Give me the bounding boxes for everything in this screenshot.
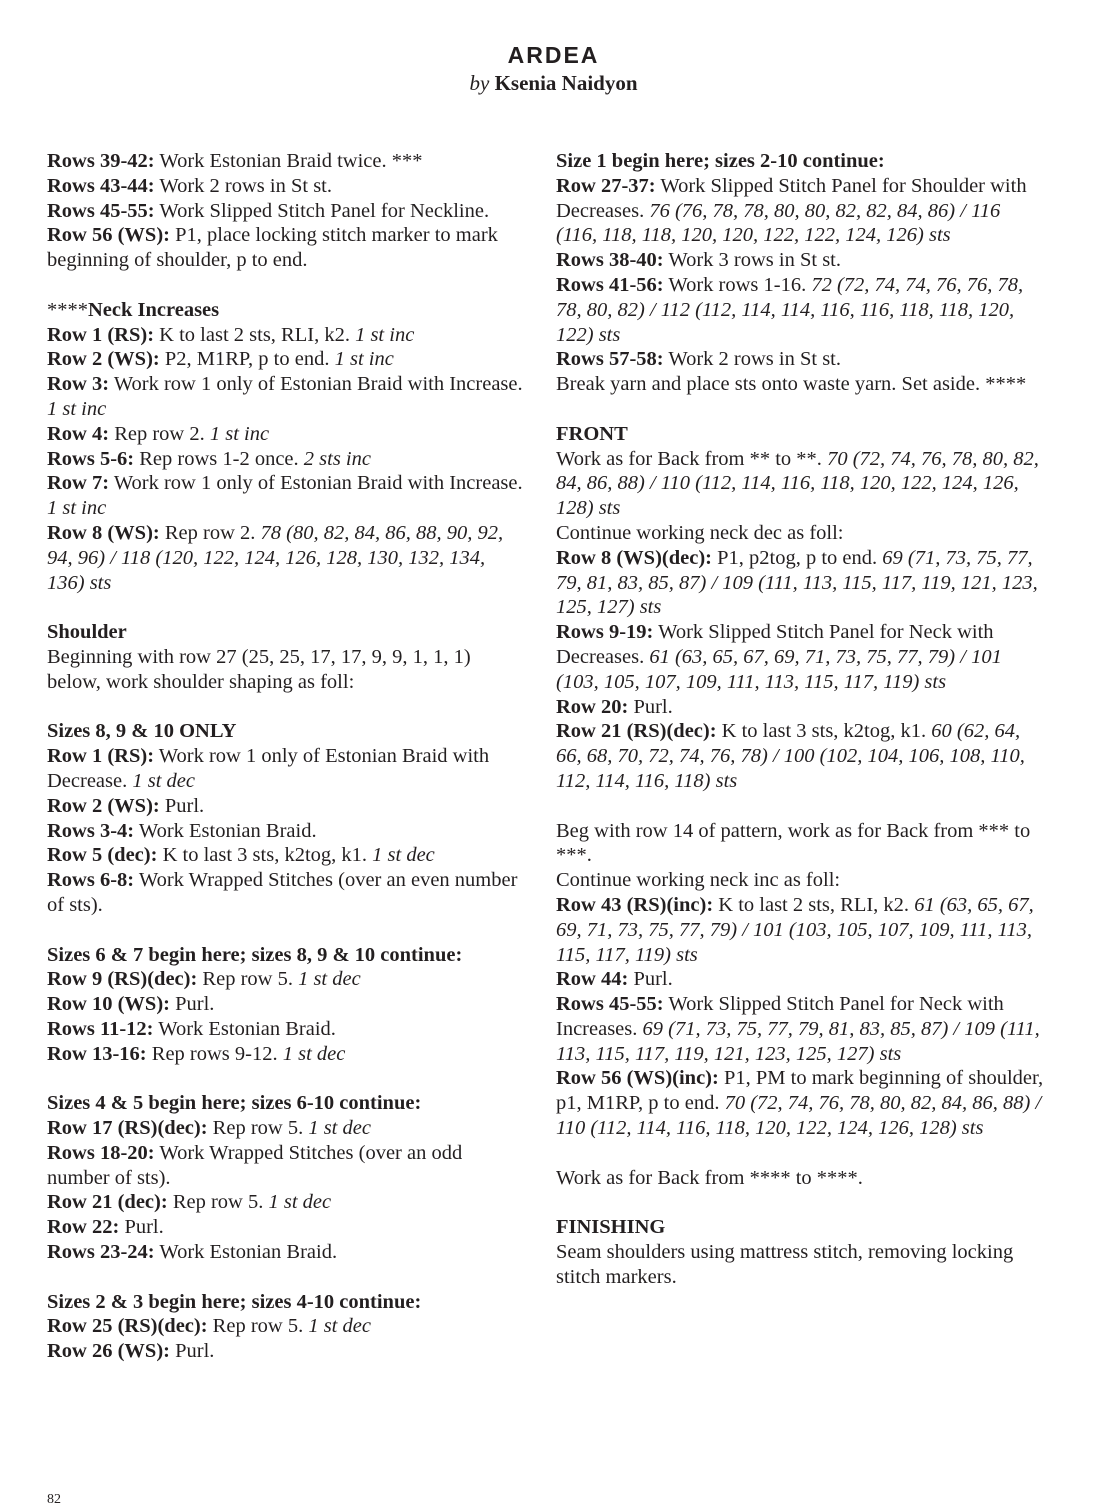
row-text: Work 2 rows in St st.	[154, 174, 332, 197]
author-name: Ksenia Naidyon	[494, 71, 638, 95]
right-column	[556, 149, 1046, 1290]
row-note: 2 sts inc	[303, 447, 371, 470]
row-label: Row 17 (RS)(dec):	[47, 1117, 208, 1140]
section-heading: Shoulder	[47, 621, 127, 644]
row-text: Rep rows 1-2 once.	[134, 447, 304, 470]
row-text: Work Wrapped Stitches (over an even number of sts).	[47, 869, 518, 916]
row-label: Row 7:	[47, 472, 110, 495]
row-text: Work Estonian Braid.	[134, 819, 317, 842]
instruction-line	[556, 967, 1046, 992]
page-number: 82	[47, 1492, 61, 1507]
row-text: K to last 2 sts, RLI, k2.	[154, 323, 356, 346]
row-label: Row 21 (RS)(dec):	[556, 720, 717, 743]
row-text: Work Estonian Braid twice. ***	[154, 150, 423, 172]
instruction-line	[556, 719, 1046, 793]
row-text: K to last 2 sts, RLI, k2.	[713, 893, 915, 916]
row-text: Rep row 2.	[109, 422, 210, 445]
left-column	[47, 149, 527, 1364]
instruction-line	[47, 819, 527, 844]
row-text: K to last 3 sts, k2tog, k1.	[716, 720, 932, 743]
row-text: Purl.	[628, 695, 673, 718]
row-text: Work Slipped Stitch Panel for Neck with Increases.	[556, 993, 1004, 1040]
instruction-line	[47, 1215, 527, 1240]
row-note: 69 (71, 73, 75, 77, 79, 81, 83, 85, 87) / 109 (111, 113, 115, 117, 119, 121, 123, 125, 127) sts	[556, 546, 1038, 619]
section-heading: Sizes 2 & 3 begin here; sizes 4-10 continue:	[47, 1290, 422, 1313]
instruction-line	[47, 744, 527, 794]
row-label: Rows 6-8:	[47, 869, 135, 892]
instruction-line	[47, 1240, 527, 1265]
row-note: 1 st inc	[209, 422, 270, 445]
paragraph: Continue working neck dec as foll:	[556, 521, 844, 544]
row-text: Rep row 5.	[197, 968, 299, 991]
row-text: P1, p2tog, p to end.	[712, 546, 883, 569]
instruction-line	[47, 1017, 527, 1042]
row-text: Purl.	[628, 968, 673, 991]
row-text: P1, place locking stitch marker to mark beginning of shoulder, p to end.	[47, 224, 498, 272]
row-label: Row 43 (RS)(inc):	[556, 893, 714, 916]
row-text: Rep row 2.	[159, 521, 261, 544]
instruction-line	[556, 546, 1046, 620]
section-heading: Sizes 6 & 7 begin here; sizes 8, 9 & 10 continue:	[47, 943, 463, 966]
row-note: 1 st dec	[132, 769, 195, 792]
row-note: 1 st dec	[298, 968, 361, 991]
row-note: 1 st inc	[47, 397, 107, 420]
instruction-line	[47, 794, 527, 819]
row-note: 1 st inc	[334, 348, 394, 371]
row-label: Row 56 (WS):	[47, 224, 170, 247]
row-text: Rep rows 9-12.	[146, 1042, 283, 1065]
row-label: Row 2 (WS):	[47, 794, 160, 817]
row-label: Rows 18-20:	[47, 1141, 155, 1164]
row-label: Row 44:	[556, 968, 629, 991]
paragraph: Work as for Back from **** to ****.	[556, 1166, 863, 1189]
row-note: 78 (80, 82, 84, 86, 88, 90, 92, 94, 96) / 118 (120, 122, 124, 126, 128, 130, 132, 134, 136) sts	[47, 521, 504, 594]
row-note: 1 st dec	[308, 1315, 371, 1338]
instruction-line	[556, 992, 1046, 1066]
row-label: Row 8 (WS):	[47, 521, 160, 544]
row-text: K to last 3 sts, k2tog, k1.	[157, 844, 373, 867]
instruction-line	[556, 1066, 1046, 1140]
row-text: Rep row 5.	[207, 1117, 309, 1140]
row-note: 1 st inc	[47, 497, 107, 520]
row-text: Work row 1 only of Estonian Braid with Increase.	[109, 373, 523, 396]
row-note: 1 st inc	[355, 323, 415, 346]
instruction-line	[556, 893, 1046, 967]
row-text: Work Estonian Braid.	[153, 1017, 336, 1040]
row-note: 72 (72, 74, 74, 76, 76, 78, 78, 80, 82) / 112 (112, 114, 114, 116, 116, 118, 118, 120, 122) sts	[556, 273, 1024, 346]
instruction-line	[556, 273, 1046, 347]
paragraph: Beginning with row 27 (25, 25, 17, 17, 9, 9, 1, 1, 1) below, work shoulder shaping as foll:	[47, 645, 471, 693]
row-note: 70 (72, 74, 76, 78, 80, 82, 84, 86, 88) / 110 (112, 114, 116, 118, 120, 122, 124, 126, 128) sts	[556, 1092, 1042, 1140]
row-label: Row 8 (WS)(dec):	[556, 546, 712, 569]
section-heading: Size 1 begin here; sizes 2-10 continue:	[556, 150, 885, 172]
row-label: Rows 45-55:	[556, 993, 664, 1016]
page-header	[0, 40, 1107, 96]
row-text: Work row 1 only of Estonian Braid with Increase.	[109, 472, 523, 495]
row-label: Rows 43-44:	[47, 174, 155, 197]
row-label: Row 27-37:	[556, 174, 656, 197]
row-label: Row 4:	[47, 422, 110, 445]
row-text: Work Estonian Braid.	[154, 1241, 338, 1264]
row-label: Row 1 (RS):	[47, 323, 155, 346]
row-text: Rep row 5.	[207, 1315, 309, 1338]
row-label: Row 56 (WS)(inc):	[556, 1067, 719, 1090]
row-note: 1 st dec	[308, 1117, 371, 1140]
row-label: Row 1 (RS):	[47, 745, 155, 768]
row-label: Row 21 (dec):	[47, 1191, 168, 1214]
instruction-line	[47, 372, 527, 422]
row-text: Purl.	[170, 993, 215, 1016]
instruction-line	[47, 422, 527, 447]
section-heading	[47, 298, 527, 323]
paragraph: Seam shoulders using mattress stitch, removing locking stitch markers.	[556, 1241, 1014, 1288]
instruction-line	[47, 1314, 527, 1339]
row-label: Rows 45-55:	[47, 199, 155, 222]
row-label: Row 9 (RS)(dec):	[47, 968, 198, 991]
row-label: Rows 38-40:	[556, 249, 664, 272]
row-label: Row 22:	[47, 1216, 120, 1239]
row-text: Work Slipped Stitch Panel for Neckline.	[154, 199, 490, 222]
row-text: Work 2 rows in St st.	[663, 348, 841, 371]
instruction-line	[556, 695, 1046, 720]
row-label: Row 13-16:	[47, 1042, 147, 1065]
pattern-title: ARDEA	[507, 42, 600, 68]
instruction-line	[47, 843, 527, 868]
instruction-line	[47, 992, 527, 1017]
instruction-line	[47, 223, 527, 273]
instruction-line	[47, 447, 527, 472]
instruction-line	[47, 1042, 527, 1067]
section-heading: Sizes 4 & 5 begin here; sizes 6-10 continue:	[47, 1092, 422, 1115]
heading-prefix: ****	[47, 298, 88, 321]
row-label: Rows 23-24:	[47, 1241, 155, 1264]
row-label: Rows 57-58:	[556, 348, 664, 371]
row-label: Row 20:	[556, 695, 629, 718]
row-label: Row 3:	[47, 373, 110, 396]
byline	[0, 70, 1107, 96]
instruction-line	[556, 620, 1046, 694]
instruction-line	[556, 174, 1046, 248]
row-text: P1, PM to mark beginning of shoulder, p1, M1RP, p to end.	[556, 1067, 1044, 1115]
row-label: Row 25 (RS)(dec):	[47, 1315, 208, 1338]
instruction-line	[47, 521, 527, 595]
instruction-line	[47, 967, 527, 992]
row-text: Work Slipped Stitch Panel for Shoulder with Decreases.	[556, 174, 1027, 222]
row-text: Work row 1 only of Estonian Braid with Decrease.	[47, 745, 490, 792]
row-note: 1 st dec	[372, 844, 435, 867]
section-heading: FRONT	[556, 422, 628, 445]
row-text: Work 3 rows in St st.	[663, 249, 841, 272]
paragraph: Beg with row 14 of pattern, work as for Back from *** to ***.	[556, 819, 1031, 867]
section-heading: FINISHING	[556, 1216, 666, 1239]
row-label: Rows 5-6:	[47, 447, 135, 470]
row-text: Work rows 1-16.	[663, 273, 812, 296]
row-note: 69 (71, 73, 75, 77, 79, 81, 83, 85, 87) / 109 (111, 113, 115, 117, 119, 121, 123, 125, 127) sts	[556, 1017, 1040, 1065]
row-label: Rows 11-12:	[47, 1017, 154, 1040]
row-label: Row 2 (WS):	[47, 348, 160, 371]
instruction-line	[556, 248, 1046, 273]
row-note: 60 (62, 64, 66, 68, 70, 72, 74, 76, 78) / 100 (102, 104, 106, 108, 110, 112, 114, 116, 118) sts	[556, 720, 1025, 792]
row-text: Purl.	[119, 1216, 164, 1239]
row-text: P2, M1RP, p to end.	[159, 348, 335, 371]
byline-by: by	[469, 71, 490, 95]
instruction-line	[556, 447, 1046, 521]
row-text: Work Slipped Stitch Panel for Neck with Decreases.	[556, 621, 994, 668]
row-note: 61 (63, 65, 67, 69, 71, 73, 75, 77, 79) / 101 (103, 105, 107, 109, 111, 113, 115, 117, 119) sts	[556, 893, 1034, 966]
instruction-line	[556, 347, 1046, 372]
section-heading: Sizes 8, 9 & 10 ONLY	[47, 720, 237, 743]
instruction-line	[47, 199, 527, 224]
row-note: 76 (76, 78, 78, 80, 80, 82, 82, 84, 86) / 116 (116, 118, 118, 120, 120, 122, 122, 124, 126) sts	[556, 199, 1001, 247]
row-note: 1 st dec	[282, 1042, 346, 1065]
row-text: Work Wrapped Stitches (over an odd number of sts).	[47, 1141, 463, 1189]
row-text: Rep row 5.	[167, 1191, 269, 1214]
instruction-line	[47, 1141, 527, 1191]
row-note: 61 (63, 65, 67, 69, 71, 73, 75, 77, 79) / 101 (103, 105, 107, 109, 111, 113, 115, 117, 119) sts	[556, 645, 1002, 693]
row-label: Rows 39-42:	[47, 150, 155, 172]
instruction-line	[47, 471, 527, 521]
row-text: Purl.	[159, 794, 205, 817]
row-text: Work as for Back from ** to **.	[556, 447, 828, 470]
instruction-line	[47, 1116, 527, 1141]
instruction-line	[47, 149, 527, 174]
paragraph: Break yarn and place sts onto waste yarn. Set aside. ****	[556, 373, 1027, 396]
row-label: Row 26 (WS):	[47, 1340, 170, 1363]
row-label: Row 5 (dec):	[47, 844, 158, 867]
instruction-line	[47, 174, 527, 199]
paragraph: Continue working neck inc as foll:	[556, 869, 841, 892]
instruction-line	[47, 347, 527, 372]
row-note: 1 st dec	[268, 1191, 332, 1214]
row-label: Rows 9-19:	[556, 621, 654, 644]
row-text: Purl.	[170, 1340, 215, 1363]
row-note: 70 (72, 74, 76, 78, 80, 82, 84, 86, 88) / 110 (112, 114, 116, 118, 120, 122, 124, 126, 128) sts	[556, 447, 1039, 520]
instruction-line	[47, 323, 527, 348]
row-label: Row 10 (WS):	[47, 993, 170, 1016]
instruction-line	[47, 1339, 527, 1364]
instruction-line	[47, 1190, 527, 1215]
row-label: Rows 3-4:	[47, 819, 135, 842]
instruction-line	[47, 868, 527, 918]
heading-text: Neck Increases	[88, 298, 220, 321]
row-label: Rows 41-56:	[556, 273, 664, 296]
